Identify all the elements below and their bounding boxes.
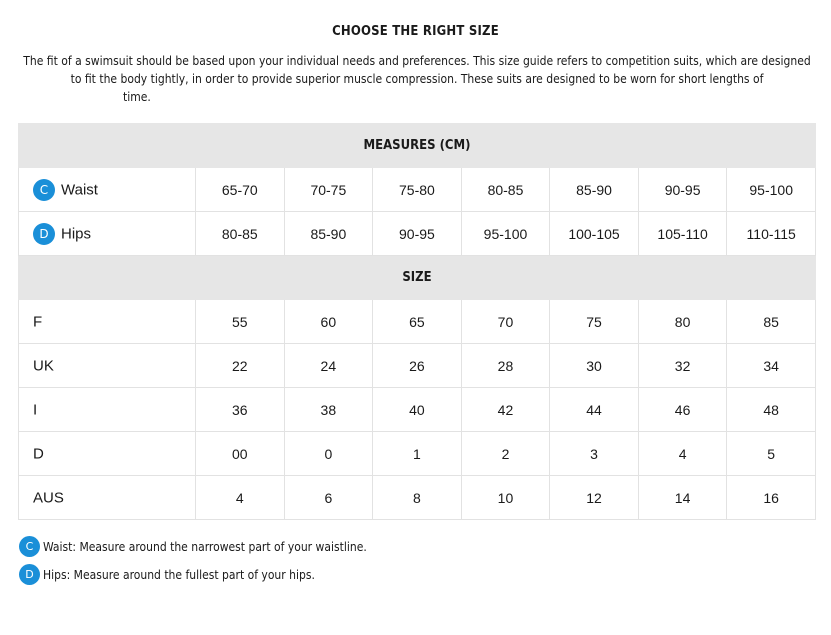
table-cell: 60	[284, 300, 373, 344]
table-cell: 38	[284, 388, 373, 432]
table-cell: 40	[373, 388, 462, 432]
table-cell: 3	[550, 432, 639, 476]
size-row	[19, 256, 816, 300]
page-title: CHOOSE THE RIGHT SIZE	[332, 24, 499, 39]
table-cell: 80-85	[196, 212, 285, 256]
intro-text: The fit of a swimsuit should be based upon your individual needs and preferences. This size guide refers to competition suits, which are designed to fit the body tightly, in order to provide superior muscle compression. These suits are designed to be worn for short lengths of	[23, 54, 811, 86]
row-label-text: Waist	[61, 181, 98, 198]
table-cell: 95-100	[461, 212, 550, 256]
note-hips	[19, 564, 367, 585]
measures-row	[19, 124, 816, 168]
hips-badge-icon: D	[19, 564, 40, 585]
table-cell: 75-80	[373, 168, 462, 212]
table-cell: 85-90	[550, 168, 639, 212]
table-cell: 65-70	[196, 168, 285, 212]
table-cell: 8	[373, 476, 462, 520]
row-label-text: D	[33, 445, 44, 463]
table-cell: 48	[727, 388, 816, 432]
table-cell: 28	[461, 344, 550, 388]
note-waist-text: Waist: Measure around the narrowest part of your waistline.	[43, 539, 367, 554]
table-cell: 44	[550, 388, 639, 432]
row-label	[19, 168, 196, 212]
table-cell: 10	[461, 476, 550, 520]
table-cell: 46	[638, 388, 727, 432]
table-row	[19, 476, 816, 520]
table-cell: 80	[638, 300, 727, 344]
waist-badge-icon: C	[19, 536, 40, 557]
table-cell: 24	[284, 344, 373, 388]
size-header: SIZE	[19, 256, 816, 300]
size-table	[18, 123, 816, 520]
table-cell: 26	[373, 344, 462, 388]
row-label-text: Hips	[61, 225, 92, 242]
table-row	[19, 344, 816, 388]
table-cell: 30	[550, 344, 639, 388]
table-cell: 2	[461, 432, 550, 476]
row-label	[19, 344, 196, 388]
row-label	[19, 476, 196, 520]
table-cell: 70	[461, 300, 550, 344]
table-cell: 100-105	[550, 212, 639, 256]
table-row	[19, 388, 816, 432]
row-label-text: AUS	[33, 489, 64, 507]
table-cell: 90-95	[373, 212, 462, 256]
table-cell: 4	[638, 432, 727, 476]
row-label	[19, 212, 196, 256]
table-row	[19, 432, 816, 476]
table-row	[19, 300, 816, 344]
table-cell: 00	[196, 432, 285, 476]
table-cell: 55	[196, 300, 285, 344]
table-row	[19, 168, 816, 212]
table-cell: 22	[196, 344, 285, 388]
waist-badge-icon: C	[33, 179, 55, 201]
note-waist	[19, 536, 367, 557]
table-cell: 32	[638, 344, 727, 388]
table-cell: 12	[550, 476, 639, 520]
measures-header: MEASURES (CM)	[19, 124, 816, 168]
table-cell: 85-90	[284, 212, 373, 256]
table-cell: 80-85	[461, 168, 550, 212]
table-cell: 95-100	[727, 168, 816, 212]
intro-paragraph	[22, 52, 812, 106]
table-cell: 65	[373, 300, 462, 344]
table-cell: 16	[727, 476, 816, 520]
table-cell: 42	[461, 388, 550, 432]
table-cell: 5	[727, 432, 816, 476]
table-cell: 6	[284, 476, 373, 520]
table-cell: 0	[284, 432, 373, 476]
table-cell: 70-75	[284, 168, 373, 212]
row-label-text: F	[33, 313, 43, 331]
hips-badge-icon: D	[33, 223, 55, 245]
table-row	[19, 212, 816, 256]
table-cell: 14	[638, 476, 727, 520]
table-cell: 4	[196, 476, 285, 520]
row-label	[19, 300, 196, 344]
row-label-text: UK	[33, 357, 54, 375]
row-label	[19, 432, 196, 476]
table-cell: 34	[727, 344, 816, 388]
row-label	[19, 388, 196, 432]
row-label-text: I	[33, 401, 38, 419]
table-cell: 110-115	[727, 212, 816, 256]
note-hips-text: Hips: Measure around the fullest part of your hips.	[43, 567, 315, 582]
table-cell: 90-95	[638, 168, 727, 212]
table-cell: 75	[550, 300, 639, 344]
table-cell: 85	[727, 300, 816, 344]
table-cell: 1	[373, 432, 462, 476]
notes	[19, 536, 367, 592]
table-cell: 36	[196, 388, 285, 432]
intro-last-word: time.	[123, 90, 151, 104]
table-cell: 105-110	[638, 212, 727, 256]
